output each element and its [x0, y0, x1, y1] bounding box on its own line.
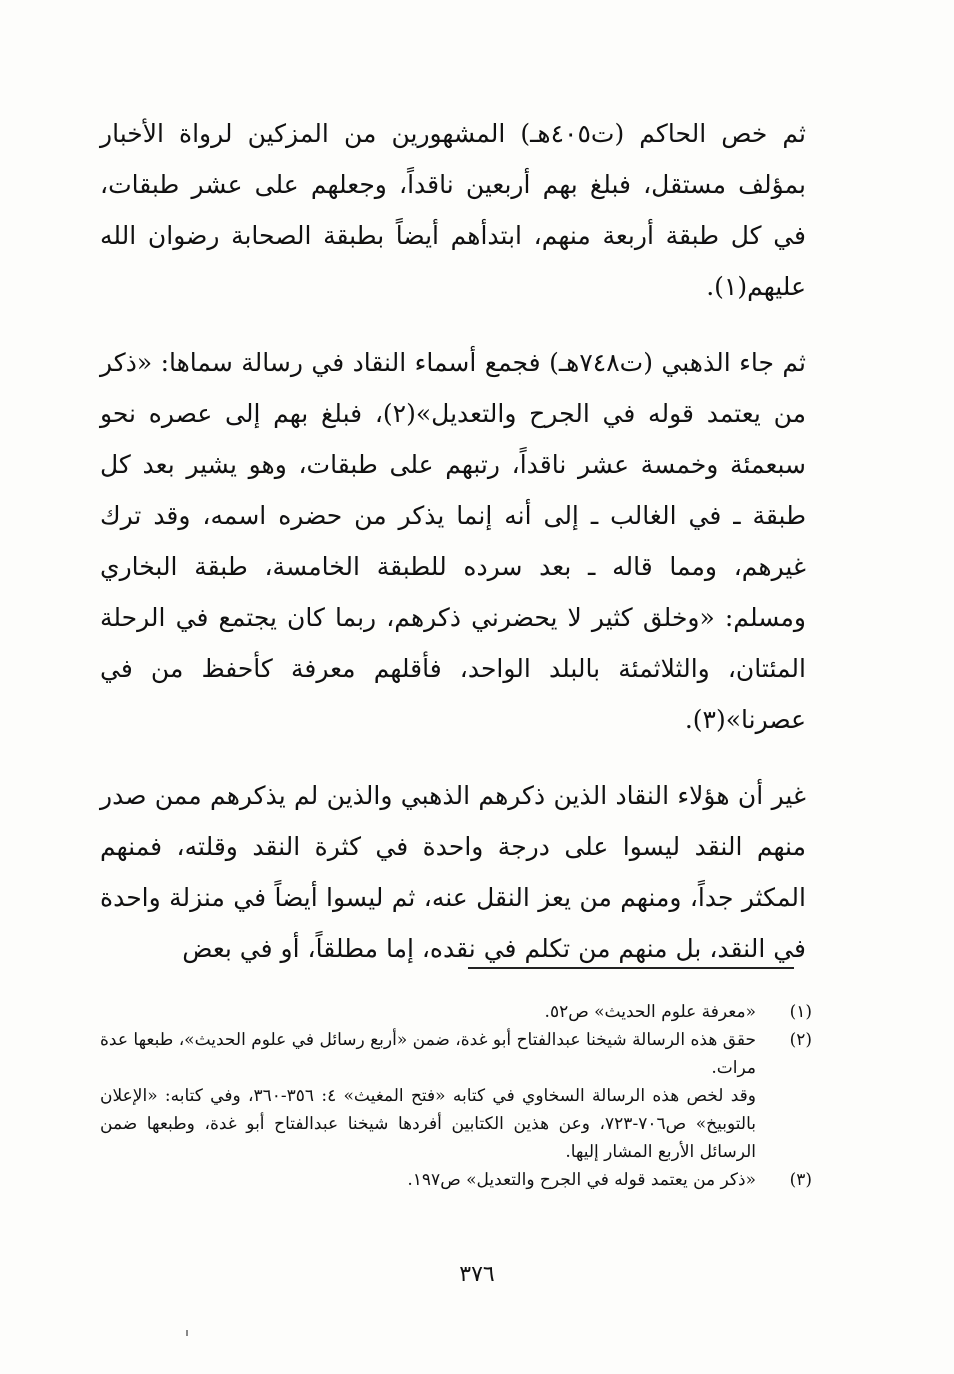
- scan-speck: [186, 1330, 188, 1336]
- footnotes: [100, 998, 812, 1194]
- main-text: [100, 108, 806, 974]
- paragraph-2: ثم جاء الذهبي (ت٧٤٨هـ) فجمع أسماء النقاد في رسالة سماها: «ذكر من يعتمد قوله في الجرح والتعديل»(٢)، فبلغ بهم إلى عصره نحو سبعمئة وخمسة عشر ناقداً، رتبهم على طبقات، وهو يشير بعد كل طبقة ـ في الغالب ـ إلى أنه إنما يذكر من حضره اسمه، وقد ترك غيرهم، ومما قاله ـ بعد سرده للطبقة الخامسة، طبقة البخاري ومسلم: «وخلق كثير لا يحضرني ذكرهم، ربما كان يجتمع في الرحلة المئتان، والثلاثمئة بالبلد الواحد، فأقلهم معرفة كأحفظ من في عصرنا»(٣).: [100, 348, 806, 734]
- footnote-line: «ذكر من يعتمد قوله في الجرح والتعديل» ص١٩٧.: [407, 1170, 756, 1190]
- footnote-number: (٢): [789, 1030, 812, 1050]
- footnote-2: [100, 1026, 812, 1166]
- paragraph-3: غير أن هؤلاء النقاد الذين ذكرهم الذهبي والذين لم يذكرهم ممن صدر منهم النقد ليسوا على درجة واحدة في كثرة النقد وقلته، فمنهم المكثر جداً، ومنهم من يعز النقل عنه، ثم ليسوا أيضاً في منزلة واحدة في النقد، بل منهم من تكلم في نقده، إما مطلقاً، أو في بعض: [100, 781, 806, 963]
- footnote-1: [100, 998, 812, 1026]
- footnote-text: [100, 1026, 756, 1166]
- paragraph-1: ثم خص الحاكم (ت٤٠٥هـ) المشهورين من المزكين لرواة الأخبار بمؤلف مستقل، فبلغ بهم أربعين ناقداً، وجعلهم على عشر طبقات، في كل طبقة أربعة منهم، ابتدأهم أيضاً بطبقة الصحابة رضوان الله عليهم(١).: [100, 119, 806, 301]
- footnote-text: [100, 998, 756, 1026]
- page-number: ٣٧٦: [459, 1262, 495, 1287]
- footnote-number: (١): [789, 1002, 812, 1022]
- footnote-text: [100, 1166, 756, 1194]
- footnote-line: حقق هذه الرسالة شيخنا عبدالفتاح أبو غدة، ضمن «أربع رسائل في علوم الحديث»، طبعها عدة مرات.: [100, 1030, 756, 1078]
- footnote-number: (٣): [789, 1170, 812, 1190]
- footnote-3: [100, 1166, 812, 1194]
- footnote-separator: [468, 967, 794, 969]
- footnote-line: وقد لخص هذه الرسالة السخاوي في كتابه «فتح المغيث» ٤: ٣٥٦-٣٦٠، وفي كتابه: «الإعلان بالتوبيخ» ص٧٠٦-٧٢٣، وعن هذين الكتابين أفردها شيخنا عبدالفتاح أبو غدة، وطبعها ضمن الرسائل الأربع المشار إليها.: [100, 1086, 756, 1162]
- footnote-line: «معرفة علوم الحديث» ص٥٢.: [544, 1002, 756, 1022]
